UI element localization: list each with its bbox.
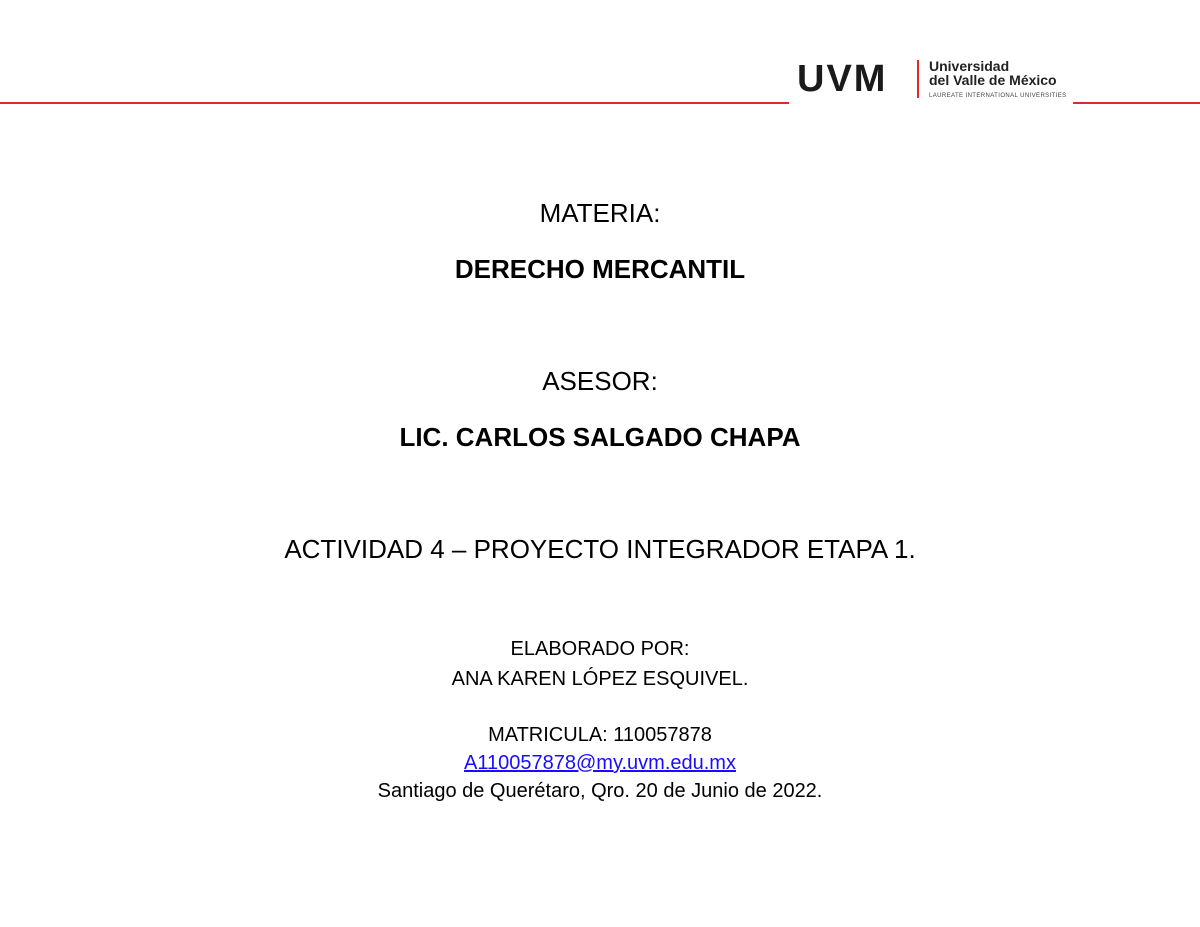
logo-divider [917,60,919,98]
asesor-label: ASESOR: [542,366,658,396]
logo-tagline: LAUREATE INTERNATIONAL UNIVERSITIES [929,93,1067,99]
place-date: Santiago de Querétaro, Qro. 20 de Junio de 2022. [377,780,823,802]
materia-label: MATERIA: [539,198,661,228]
asesor-value: LIC. CARLOS SALGADO CHAPA [399,422,801,452]
logo-name-line2: del Valle de México [929,72,1057,88]
materia-value: DERECHO MERCANTIL [454,254,746,284]
activity-title: ACTIVIDAD 4 – PROYECTO INTEGRADOR ETAPA 1. [284,534,916,564]
uvm-logo [789,52,1073,106]
matricula: MATRICULA: 110057878 [488,724,712,746]
email-link[interactable]: A110057878@my.uvm.edu.mx [464,752,736,774]
logo-name-line1: Universidad [929,58,1010,74]
author-label: ELABORADO POR: [510,638,690,660]
email-line [0,752,1200,775]
author-name: ANA KAREN LÓPEZ ESQUIVEL. [451,668,749,690]
logo-mark: UVM [797,58,888,100]
